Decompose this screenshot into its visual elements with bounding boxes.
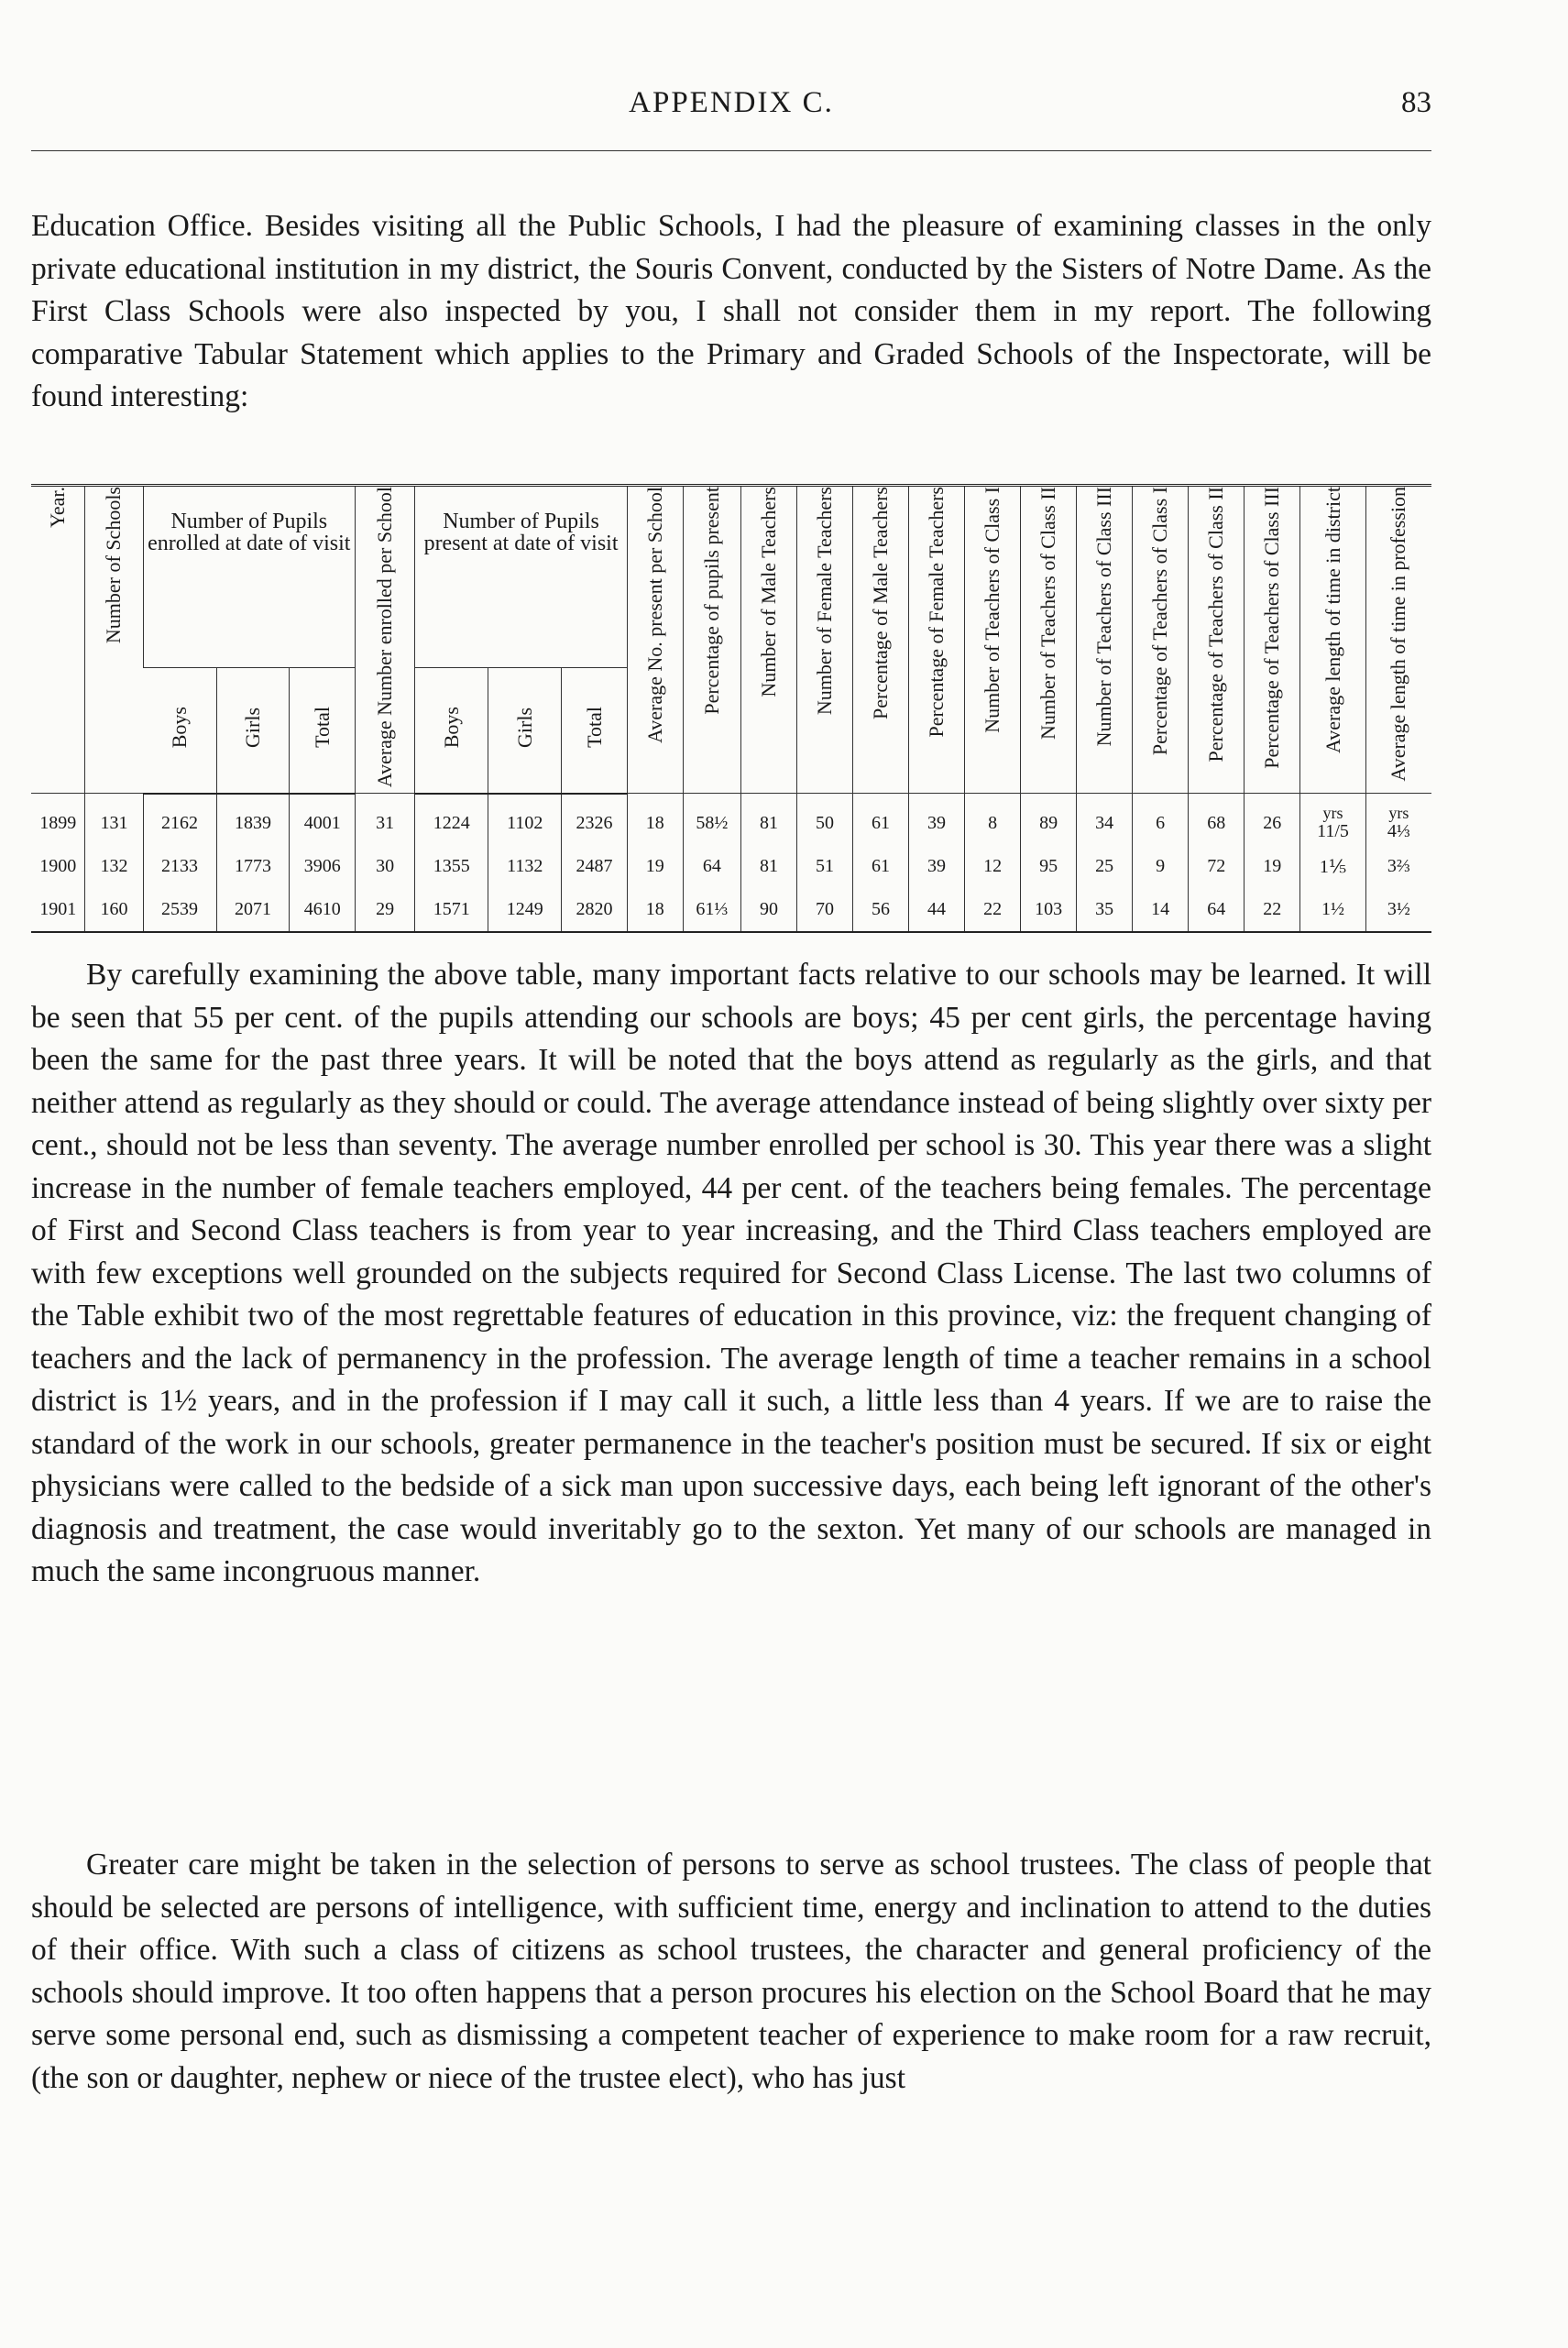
table-cell: 1901 <box>39 898 77 919</box>
cell-value: 4⅓ <box>1387 820 1410 841</box>
col-year-header: Year. <box>31 486 85 794</box>
table-cell: 6 <box>1133 794 1189 845</box>
col-avg-enrolled-header: Average Number enrolled per School <box>356 486 415 794</box>
col-pct-present-header: Percentage of pupils present <box>683 486 740 794</box>
table-cell: 12 <box>965 845 1021 888</box>
table-cell: 2820 <box>562 888 628 932</box>
table-cell: 2133 <box>143 845 216 888</box>
table-cell: 1⅕ <box>1300 845 1366 888</box>
table-cell: 9 <box>1133 845 1189 888</box>
table-cell: 4610 <box>290 888 356 932</box>
table-cell: 19 <box>1245 845 1300 888</box>
header-rule <box>31 150 1431 151</box>
col-pct-class1-header: Percentage of Teachers of Class I <box>1133 486 1189 794</box>
table-cell: 44 <box>909 888 965 932</box>
table-cell: 61 <box>853 845 909 888</box>
table-cell: 1102 <box>488 794 562 845</box>
table-cell: 89 <box>1021 794 1077 845</box>
table-cell: 95 <box>1021 845 1077 888</box>
table-cell: 1899 <box>39 812 77 833</box>
col-len-district-header: Average length of time in district <box>1300 486 1366 794</box>
table-cell: 1½ <box>1300 888 1366 932</box>
table-cell: 2487 <box>562 845 628 888</box>
page-number: 83 <box>1401 86 1431 119</box>
col-male-teachers-header: Number of Male Teachers <box>740 486 796 794</box>
group-present-header: Number of Pupils present at date of visit <box>415 486 628 668</box>
table-cell: 2326 <box>562 794 628 845</box>
table-row <box>31 845 1431 888</box>
table-cell: 3906 <box>290 845 356 888</box>
table-cell: 22 <box>1245 888 1300 932</box>
table-cell: 1224 <box>415 794 488 845</box>
col-present-boys-header: Boys <box>415 667 488 794</box>
col-present-girls-header: Girls <box>488 667 562 794</box>
table-cell: 1839 <box>216 794 290 845</box>
table-cell: 35 <box>1077 888 1133 932</box>
col-class3-header: Number of Teachers of Class III <box>1077 486 1133 794</box>
table-cell: 18 <box>627 888 683 932</box>
col-len-profession-header: Average length of time in profession <box>1365 486 1431 794</box>
trustees-paragraph: Greater care might be taken in the selection of persons to serve as school trustees. The class of people that should be selected are persons of intelligence, with sufficient time, energy and inclination to attend to the duties of their office. With such a class of citizens as school trustees, the character and general proficiency of the schools should improve. It too often happens that a person procures his election on the School Board that he may serve some personal end, such as dismissing a competent teacher of experience to make room for a raw recruit, (the son or daughter, nephew or niece of the trustee elect), who has just <box>31 1848 1431 2095</box>
col-enrolled-girls-header: Girls <box>216 667 290 794</box>
table-cell <box>1300 794 1366 845</box>
table-cell: 3½ <box>1365 888 1431 932</box>
col-pct-class3-header: Percentage of Teachers of Class III <box>1245 486 1300 794</box>
col-enrolled-total-header: Total <box>290 667 356 794</box>
col-class1-header: Number of Teachers of Class I <box>965 486 1021 794</box>
table-cell: 58½ <box>683 794 740 845</box>
page-title: APPENDIX C. <box>629 86 834 119</box>
table-cell: 1773 <box>216 845 290 888</box>
table-cell: 39 <box>909 845 965 888</box>
table-cell: 1571 <box>415 888 488 932</box>
table-cell: 56 <box>853 888 909 932</box>
table-cell: 8 <box>965 794 1021 845</box>
table-cell: 132 <box>85 845 143 888</box>
table-cell: 18 <box>627 794 683 845</box>
col-female-teachers-header: Number of Female Teachers <box>796 486 852 794</box>
table-cell: 61⅓ <box>683 888 740 932</box>
table-cell: 29 <box>356 888 415 932</box>
col-present-total-header: Total <box>562 667 628 794</box>
page-header <box>31 86 1431 132</box>
table-cell: 2071 <box>216 888 290 932</box>
table-cell: 68 <box>1189 794 1245 845</box>
table-cell: 14 <box>1133 888 1189 932</box>
table-cell: 2539 <box>143 888 216 932</box>
table-cell: 22 <box>965 888 1021 932</box>
table-cell: 81 <box>740 845 796 888</box>
analysis-paragraph: By carefully examining the above table, many important facts relative to our schools may be learned. It will be seen that 55 per cent. of the pupils attending our schools are boys; 45 per cent girls, the percentage having been the same for the past three years. It will be noted that the boys attend as regularly as the girls, and that neither attend as regularly as they should or could. The average attendance instead of being slightly over sixty per cent., should not be less than seventy. The average number enrolled per school is 30. This year there was a slight increase in the number of female teachers employed, 44 per cent. of the teachers being females. The percentage of First and Second Class teachers is from year to year increasing, and the Third Class teachers employed are with few exceptions well grounded on the subjects required for Second Class License. The last two columns of the Table exhibit two of the most regrettable features of education in this province, viz: the frequent changing of teachers and the lack of permanency in the profession. The average length of time a teacher remains in a school district is 1½ years, and in the profession if I may call it such, a little less than 4 years. If we are to raise the standard of the work in our schools, greater permanence in the teacher's position must be secured. If six or eight physicians were called to the bedside of a sick man upon successive days, each being left ignorant of the other's diagnosis and treatment, the case would inveritably go to the sexton. Yet many of our schools are managed in much the same incongruous manner. <box>31 958 1431 1588</box>
col-pct-female-header: Percentage of Female Teachers <box>909 486 965 794</box>
col-class2-header: Number of Teachers of Class II <box>1021 486 1077 794</box>
table-cell: 34 <box>1077 794 1133 845</box>
units-label: yrs <box>1388 803 1409 822</box>
table-cell: 50 <box>796 794 852 845</box>
col-avg-present-header: Average No. present per School <box>627 486 683 794</box>
table-cell: 51 <box>796 845 852 888</box>
group-enrolled-header: Number of Pupils enrolled at date of visit <box>143 486 356 668</box>
table-cell: 64 <box>1189 888 1245 932</box>
table-cell: 70 <box>796 888 852 932</box>
table-row <box>31 888 1431 932</box>
table-cell: 1900 <box>39 855 77 876</box>
table-cell: 26 <box>1245 794 1300 845</box>
table-cell: 90 <box>740 888 796 932</box>
table-cell: 4001 <box>290 794 356 845</box>
table-cell: 61 <box>853 794 909 845</box>
table-cell: 160 <box>85 888 143 932</box>
table-cell: 39 <box>909 794 965 845</box>
col-pct-male-header: Percentage of Male Teachers <box>853 486 909 794</box>
table-cell: 31 <box>356 794 415 845</box>
table-cell: 72 <box>1189 845 1245 888</box>
intro-paragraph: Education Office. Besides visiting all the Public Schools, I had the pleasure of examining classes in the only private educational institution in my district, the Souris Convent, conducted by the Sisters of Notre Dame. As the First Class Schools were also inspected by you, I shall not consider them in my report. The following comparative Tabular Statement which applies to the Primary and Graded Schools of the Inspectorate, will be found interesting: <box>31 209 1431 413</box>
table-cell: 19 <box>627 845 683 888</box>
table-cell: 2162 <box>143 794 216 845</box>
statistics-table <box>31 484 1431 933</box>
cell-value: 11/5 <box>1317 820 1349 841</box>
table-cell: 81 <box>740 794 796 845</box>
table-cell: 25 <box>1077 845 1133 888</box>
col-enrolled-boys-header: Boys <box>143 667 216 794</box>
table-cell: 30 <box>356 845 415 888</box>
table-cell: 1132 <box>488 845 562 888</box>
units-label: yrs <box>1322 803 1343 822</box>
table-cell: 1355 <box>415 845 488 888</box>
table-cell: 1249 <box>488 888 562 932</box>
table-cell: 131 <box>85 794 143 845</box>
table-row <box>31 794 1431 845</box>
table-cell <box>1365 794 1431 845</box>
col-schools-header: Number of Schools <box>85 486 143 794</box>
table-cell: 103 <box>1021 888 1077 932</box>
table-cell: 64 <box>683 845 740 888</box>
table-cell: 3⅔ <box>1365 845 1431 888</box>
col-pct-class2-header: Percentage of Teachers of Class II <box>1189 486 1245 794</box>
